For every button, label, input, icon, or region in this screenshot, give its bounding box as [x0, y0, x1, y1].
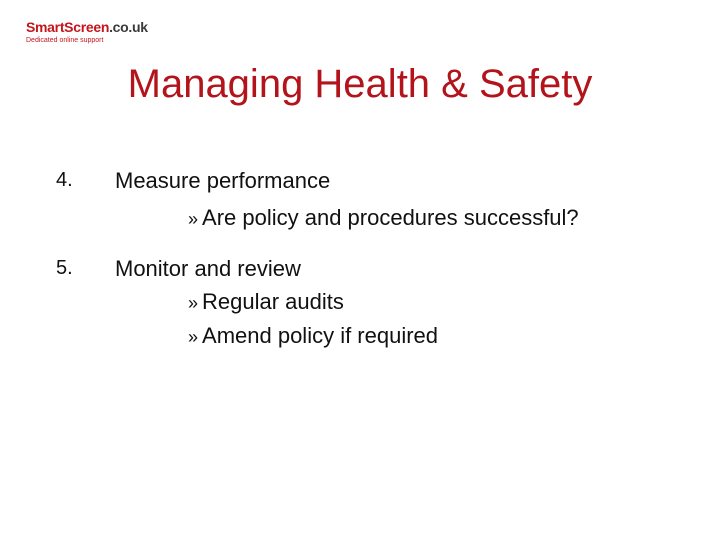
logo-domain: .co.uk	[109, 19, 148, 35]
logo-tagline: Dedicated online support	[26, 37, 104, 44]
bullet-marker: »	[188, 327, 199, 347]
slide-title: Managing Health & Safety	[127, 62, 593, 106]
sub-point-text: Amend policy if required	[202, 323, 439, 348]
sub-point	[188, 205, 579, 232]
smartscreen-logo	[26, 18, 176, 48]
item-heading: Measure performance	[115, 168, 331, 193]
item-number: 4.	[56, 169, 73, 191]
item-heading: Monitor and review	[115, 256, 301, 281]
sub-point-text: Regular audits	[202, 289, 344, 314]
logo-brand: SmartScreen	[26, 19, 110, 35]
bullet-marker: »	[188, 293, 199, 313]
sub-point	[188, 323, 438, 350]
bullet-marker: »	[188, 209, 199, 229]
sub-point-text: Are policy and procedures successful?	[202, 205, 579, 230]
item-number: 5.	[56, 257, 73, 279]
sub-point	[188, 289, 344, 316]
logo-wordmark	[26, 18, 148, 36]
